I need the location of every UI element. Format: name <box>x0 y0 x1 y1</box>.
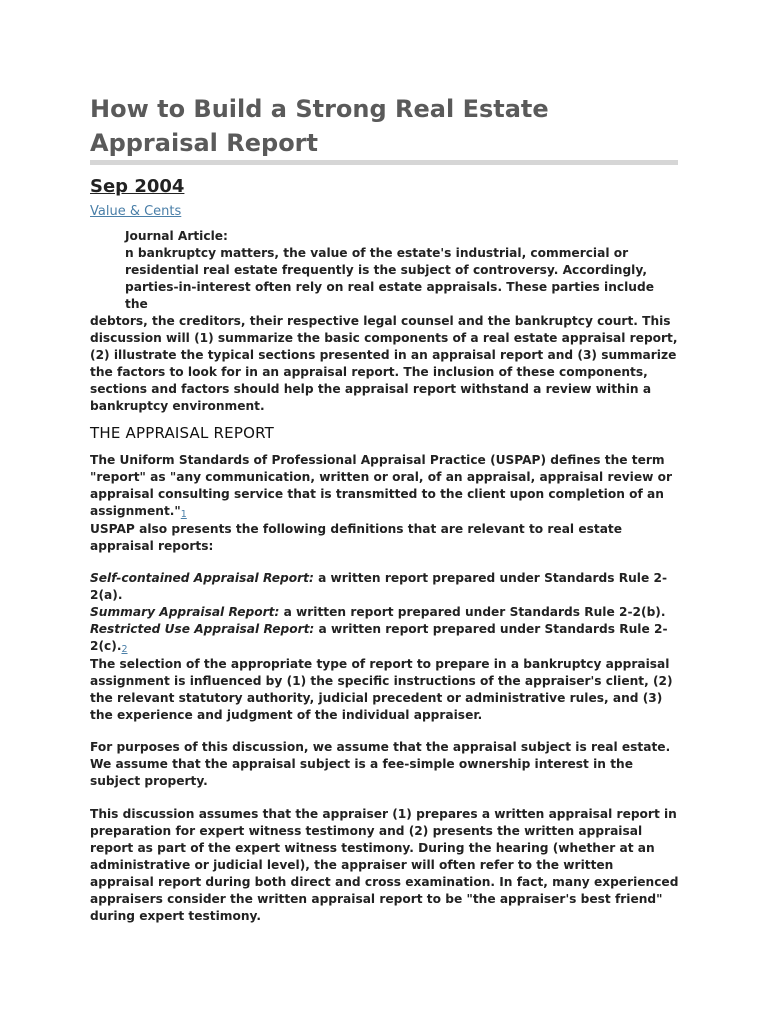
definition-term: Restricted Use Appraisal Report: <box>90 622 315 636</box>
uspap-intro-paragraph: USPAP also presents the following definitions that are relevant to real estate appraisal reports: <box>90 522 623 553</box>
category-link[interactable]: Value & Cents <box>90 204 182 219</box>
footnote-link-1[interactable]: 1 <box>180 509 187 520</box>
report-selection-paragraph: The selection of the appropriate type of report to prepare in a bankruptcy appraisal assignment is influenced by (1) the specific instructions of the appraiser's client, (2) the relevant statutory authority, judicial precedent or administrative rules, and (3) the experience and judgment of the individual appraiser. <box>90 657 673 722</box>
definition-summary <box>90 604 680 621</box>
definition-self-contained <box>90 570 680 604</box>
definition-term: Summary Appraisal Report: <box>90 605 280 619</box>
intro-line-3: parties-in-interest often rely on real estate appraisals. These parties include the <box>125 280 654 311</box>
definition-term: Self-contained Appraisal Report: <box>90 571 314 585</box>
intro-line-2: residential real estate frequently is the subject of controversy. Accordingly, <box>125 263 647 277</box>
definition-text: a written report prepared under Standards Rule 2-2(c). <box>90 622 668 653</box>
article-title: How to Build a Strong Real Estate Appraisal Report <box>90 95 549 157</box>
intro-label: Journal Article: <box>125 229 228 243</box>
definition-text: a written report prepared under Standards Rule 2-2(b). <box>279 605 666 619</box>
intro-paragraph-rest: debtors, the creditors, their respective legal counsel and the bankruptcy court. This discussion will (1) summarize the basic components of a real estate appraisal report, (2) illustrate the typical sections presented in an appraisal report and (3) summarize the factors to look for in an appraisal report. The inclusion of these components, sections and factors should help the appraisal report withstand a review within a bankruptcy environment. <box>90 314 678 413</box>
definitions-list <box>90 570 680 724</box>
testimony-paragraph: This discussion assumes that the appraiser (1) prepares a written appraisal report in preparation for expert witness testimony and (2) presents the written appraisal report as part of the expert witness testimony. During the hearing (whether at an administrative or judicial level), the appraiser will often refer to the written appraisal report during both direct and cross examination. In fact, many experienced appraisers consider the written appraisal report to be "the appraiser's best friend" during expert testimony. <box>90 807 679 923</box>
title-divider <box>90 160 678 165</box>
assumption-paragraph: For purposes of this discussion, we assume that the appraisal subject is real estate. We assume that the appraisal subject is a fee-simple ownership interest in the subject property. <box>90 740 671 788</box>
paragraph-text: The Uniform Standards of Professional Appraisal Practice (USPAP) defines the term "report" as "any communication, written or oral, of an appraisal, appraisal review or appraisal consulting service that is transmitted to the client upon completion of an assignment." <box>90 453 672 518</box>
intro-line-1: n bankruptcy matters, the value of the estate's industrial, commercial or <box>125 246 629 260</box>
intro-block <box>90 228 680 415</box>
uspap-definition-paragraph <box>90 452 680 555</box>
definition-restricted-use <box>90 621 680 656</box>
section-heading: THE APPRAISAL REPORT <box>90 424 274 442</box>
footnote-link-2[interactable]: 2 <box>121 644 128 655</box>
article-date: Sep 2004 <box>90 176 185 197</box>
definition-text: a written report prepared under Standards Rule 2-2(a). <box>90 571 668 602</box>
